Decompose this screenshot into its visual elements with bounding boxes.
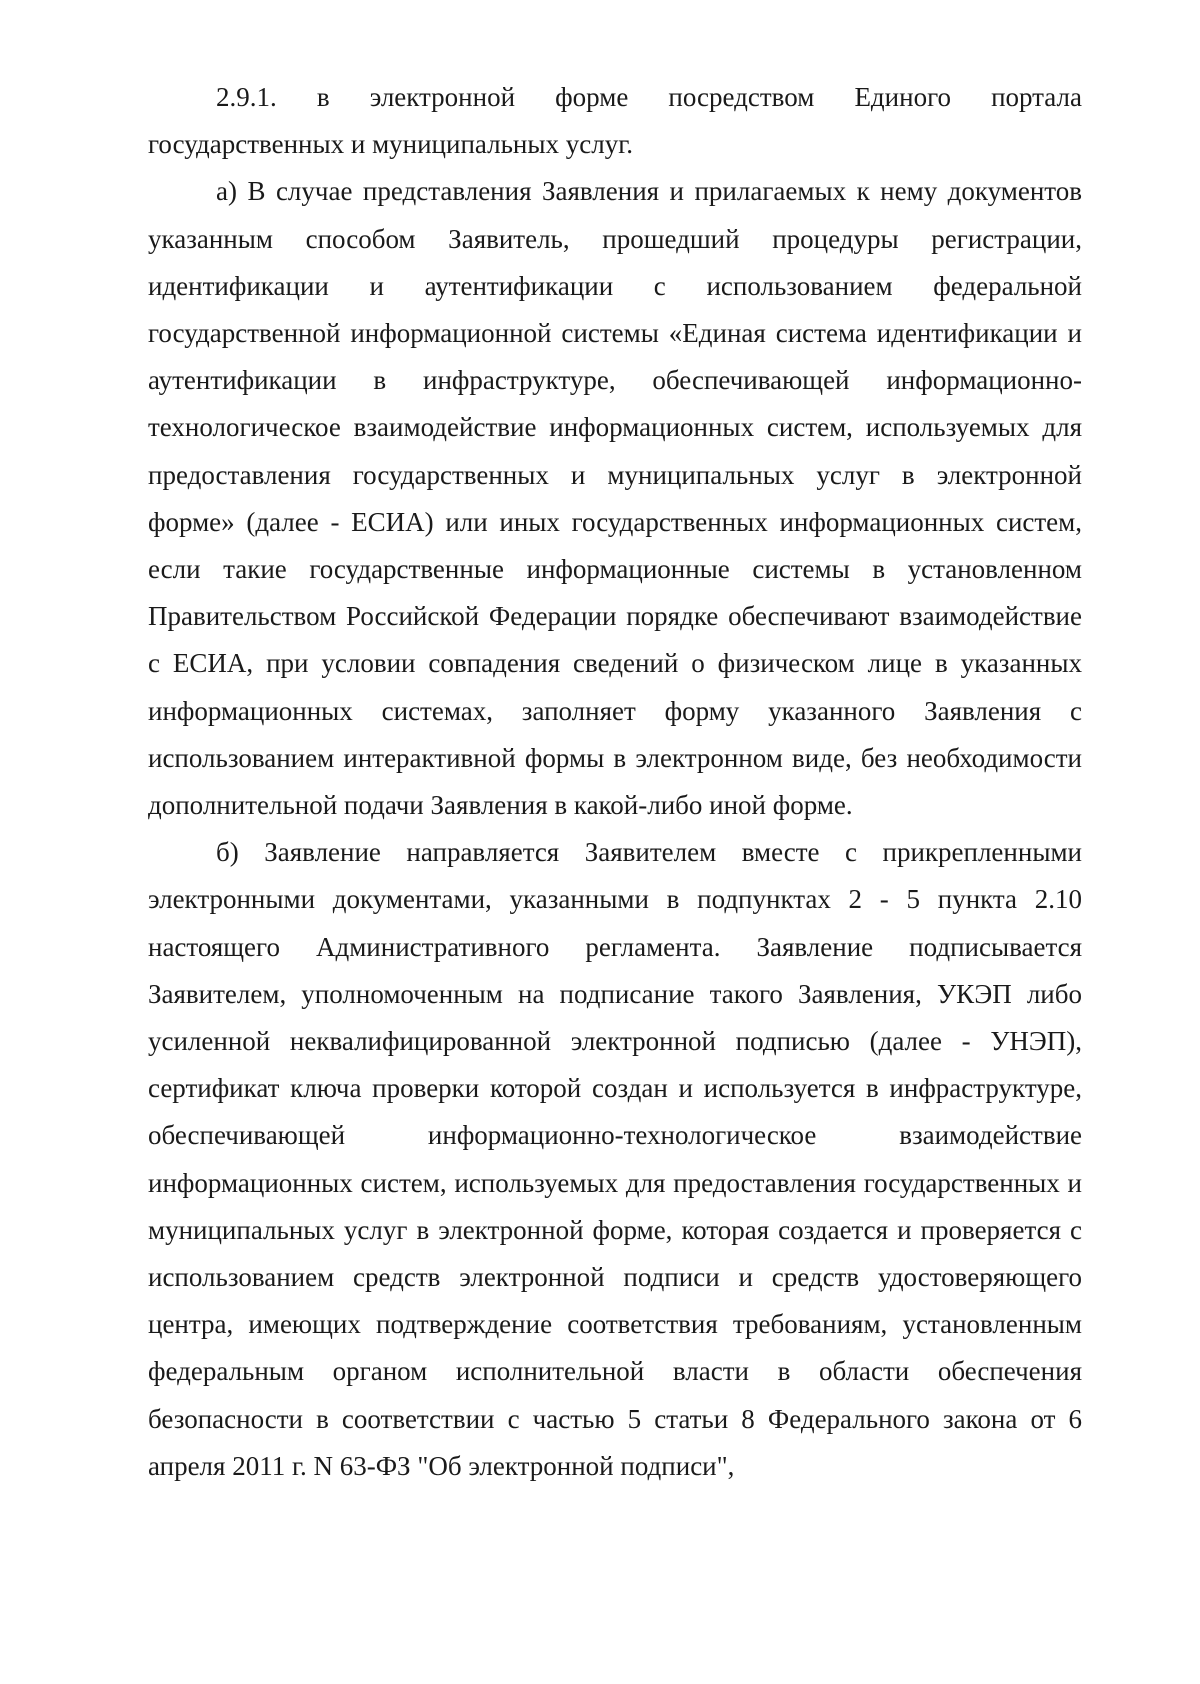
paragraph-subitem-a: а) В случае представления Заявления и прилагаемых к нему документов указанным способом Заявитель, прошедший процедуры регистрации, идентификации и аутентификации с использованием федеральной государственной информационной системы «Единая система идентификации и аутентификации в инфраструктуре, обеспечивающей информационно-технологическое взаимодействие информационных систем, используемых для предоставления государственных и муниципальных услуг в электронной форме» (далее - ЕСИА) или иных государственных информационных систем, если такие государственные информационные системы в установленном Правительством Российской Федерации порядке обеспечивают взаимодействие с ЕСИА, при условии совпадения сведений о физическом лице в указанных информационных системах, заполняет форму указанного Заявления с использованием интерактивной формы в электронном виде, без необходимости дополнительной подачи Заявления в какой-либо иной форме. <box>148 176 1082 821</box>
document-body <box>148 74 1082 1490</box>
paragraph-subitem-b: б) Заявление направляется Заявителем вместе с прикрепленными электронными документами, указанными в подпунктах 2 - 5 пункта 2.10 настоящего Административного регламента. Заявление подписывается Заявителем, уполномоченным на подписание такого Заявления, УКЭП либо усиленной неквалифицированной электронной подписью (далее - УНЭП), сертификат ключа проверки которой создан и используется в инфраструктуре, обеспечивающей информационно-технологическое взаимодействие информационных систем, используемых для предоставления государственных и муниципальных услуг в электронной форме, которая создается и проверяется с использованием средств электронной подписи и средств удостоверяющего центра, имеющих подтверждение соответствия требованиям, установленным федеральным органом исполнительной власти в области обеспечения безопасности в соответствии с частью 5 статьи 8 Федерального закона от 6 апреля 2011 г. N 63-ФЗ "Об электронной подписи", <box>148 837 1082 1481</box>
paragraph-2-9-1: 2.9.1. в электронной форме посредством Единого портала государственных и муниципальных услуг. <box>148 82 1082 160</box>
